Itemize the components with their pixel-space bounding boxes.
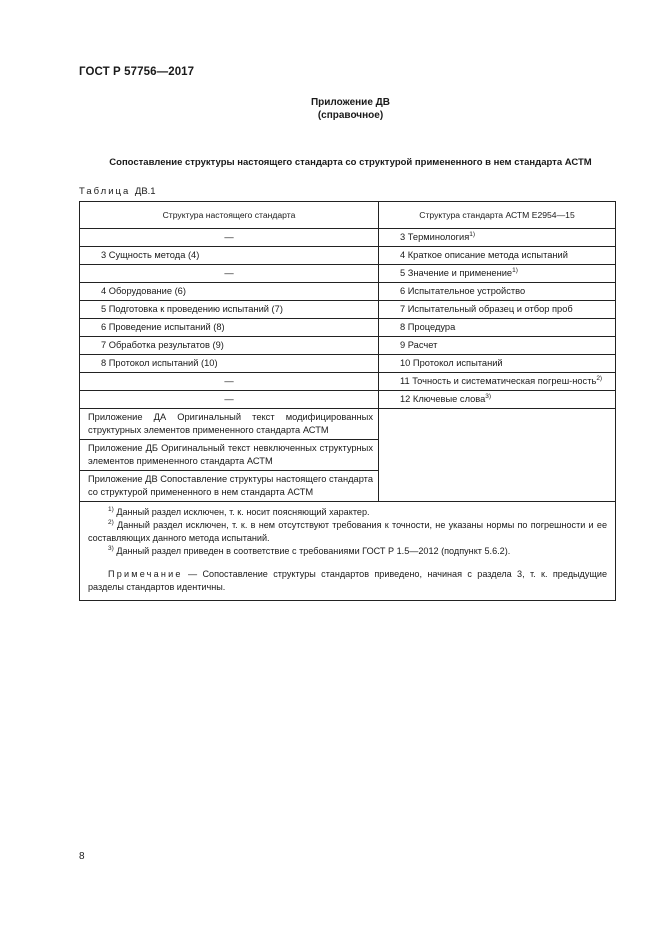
table-label [79,186,156,197]
table-row [80,265,616,283]
footnote-mark: 3) [108,545,114,552]
row-right [379,265,616,283]
row-right-text: 10 Протокол испытаний [400,358,503,368]
row-right-text: 9 Расчет [400,340,438,350]
section-title: Сопоставление структуры настоящего стандарта со структурой примененного в нем стандарта АСТМ [109,157,592,168]
header-right: Структура стандарта АСТМ E2954—15 [379,202,616,229]
table-row [80,391,616,409]
row-right [379,319,616,337]
footnote [88,519,607,545]
row-right-text: 6 Испытательное устройство [400,286,526,296]
row-right [379,355,616,373]
appendix-db-cell: Приложение ДБ Оригинальный текст невключенных структурных элементов примененного стандарта АСТМ [80,440,379,471]
row-right-text: 5 Значение и применение [400,268,513,278]
row-left: — [80,391,379,409]
table-row [80,301,616,319]
row-right-text: 4 Краткое описание метода испытаний [400,250,568,260]
footnote-ref: 1) [512,267,518,274]
table-row [80,247,616,265]
row-left: — [80,373,379,391]
table-row [80,229,616,247]
row-right-text: 12 Ключевые слова [400,394,486,404]
table-row [80,283,616,301]
row-right-text: 7 Испытательный образец и отбор проб [400,304,573,314]
footnote-mark: 2) [108,519,114,526]
page-number: 8 [79,851,85,862]
footnote-text: Данный раздел исключен, т. к. в нем отсутствуют требования к точности, не указаны нормы по погрешности и ее составляющих данного метода испытаний. [88,520,607,543]
footnote-ref: 1) [469,231,476,238]
header-left: Структура настоящего стандарта [80,202,379,229]
document-code: ГОСТ Р 57756—2017 [79,66,195,78]
row-right [379,283,616,301]
appendix-da-cell: Приложение ДА Оригинальный текст модифицированных структурных элементов примененного стандарта АСТМ [80,409,379,440]
row-right [379,391,616,409]
footnotes-cell [80,502,616,601]
row-right [379,247,616,265]
table-label-number: ДВ.1 [134,186,156,197]
row-left: 6 Проведение испытаний (8) [80,319,379,337]
note-text: — Сопоставление структуры стандартов приведено, начиная с раздела 3, т. к. предыдущие разделы стандартов идентичны. [88,569,608,592]
table-header-row [80,202,616,229]
row-right [379,301,616,319]
row-right-text: 3 Терминология [400,232,470,242]
row-left: 4 Оборудование (6) [80,283,379,301]
appendix-dv-cell: Приложение ДВ Сопоставление структуры настоящего стандарта со структурой примененного в нем стандарта АСТМ [80,471,379,502]
table-row [80,355,616,373]
footnote-text: Данный раздел исключен, т. к. носит поясняющий характер. [116,507,370,517]
row-left: 8 Протокол испытаний (10) [80,355,379,373]
footnote-ref: 3) [485,393,492,400]
table-note [88,568,607,594]
appendix-subtitle: (справочное) [317,110,384,121]
footnote [88,545,607,558]
row-left: 7 Обработка результатов (9) [80,337,379,355]
comparison-table [79,201,616,601]
row-right-text: 11 Точность и систематическая погреш-ность [400,376,597,386]
appendix-empty-cell [379,409,616,502]
footnotes-row [80,502,616,601]
table-row [80,337,616,355]
row-right [379,373,616,391]
footnote [88,506,607,519]
table-row [80,319,616,337]
appendix-title: Приложение ДВ [310,97,391,108]
row-left: — [80,229,379,247]
row-left: 5 Подготовка к проведению испытаний (7) [80,301,379,319]
row-right-text: 8 Процедура [400,322,456,332]
footnote-ref: 2) [596,375,603,382]
row-left: 3 Сущность метода (4) [80,247,379,265]
table-row [80,373,616,391]
row-left: — [80,265,379,283]
footnote-text: Данный раздел приведен в соответствие с требованиями ГОСТ Р 1.5—2012 (подпункт 5.6.2). [116,546,511,556]
row-right [379,229,616,247]
footnote-mark: 1) [108,506,114,513]
table-label-prefix: Таблица [79,186,131,197]
appendix-row [80,409,616,440]
note-label: Примечание [108,569,183,579]
row-right [379,337,616,355]
